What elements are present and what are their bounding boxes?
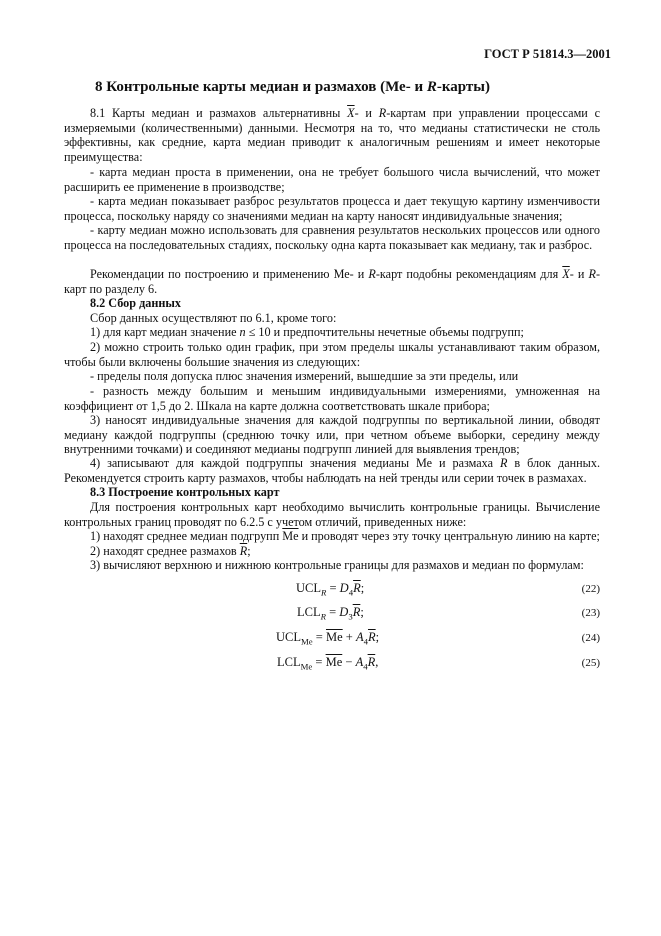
limits-item-3: 3) вычисляют верхнюю и нижнюю контрольные границы для размахов и медиан по формулам: [90,558,584,572]
control-limits-intro: Для построения контрольных карт необходимо вычислить контрольные границы. Вычисление контрольных границ проводят по 6.2.5 с учетом отличий, приведенных ниже: [64,500,600,529]
subsection-8-2-title: 8.2 Сбор данных [90,296,181,310]
paragraph-8-1: 8.1 Карты медиан и размахов альтернативны $\overline{X}-$ и R-картам при управлении процессами с измеряемыми (количественными) данными. Несмотря на то, что медианы статистически не столь эффективны, как средние, карта медиан приводит к аналогичным решениям и имеет некоторые преимущества: [64,106,601,164]
advantage-3: - карту медиан можно использовать для сравнения результатов нескольких процессов или одного процесса на последовательных стадиях, поскольку одна карта показывает как медиану, так и разброс. [64,223,600,252]
advantage-2: - карта медиан показывает разброс результатов процесса и дает текущую картину изменчивости процесса, поскольку наряду со значениями медиан на карту наносят индивидуальные значения; [64,194,600,223]
equation-23: $LCL_R = D_3\overline{R}$; [297,605,364,622]
section-title: 8 Контрольные карты медиан и размахов (Ме- и R-карты) [95,79,490,95]
data-item-1: 1) для карт медиан значение n ≤ 10 и предпочтительны нечетные объемы подгрупп; [90,325,524,339]
subsection-8-3-title: 8.3 Построение контрольных карт [90,485,280,499]
limits-item-2: 2) находят среднее размахов $\overline{R}$; [90,544,251,558]
data-collection-intro: Сбор данных осуществляют по 6.1, кроме того: [90,311,337,325]
data-item-2: 2) можно строить только один график, при этом пределы шкалы устанавливают таким образом, чтобы были включены большие значения из следующих: [64,340,600,369]
equation-number-22: (22) [581,583,600,595]
data-item-2-b: - разность между большим и меньшим индивидуальными измерениями, умноженная на коэффициент от 1,5 до 2. Шкала на карте должна соответствовать шкале прибора; [64,384,600,413]
equation-25: $LCL_{Me} = \overline{Me} - A_4\overline{R}$, [277,655,379,672]
data-item-2-a: - пределы поля допуска плюс значения измерений, вышедшие за эти пределы, или [90,369,519,383]
standard-header: ГОСТ Р 51814.3—2001 [484,47,611,61]
data-item-3: 3) наносят индивидуальные значения для каждой подгруппы по вертикальной линии, обводят медиану каждой подгруппы (среднюю точку или, при четном объеме выборки, середину между внутренними точками) и соединяют медианы подгрупп линией для выявления трендов; [64,413,600,457]
equation-22: $UCL_R = D_4\overline{R}$; [296,581,365,598]
equation-number-24: (24) [581,632,600,644]
limits-item-1: 1) находят среднее медиан подгрупп $\overline{Me}$ и проводят через эту точку центральную линию на карте; [90,529,600,543]
advantage-1: - карта медиан проста в применении, она не требует большого числа вычислений, что может расширить ее применение в производстве; [64,165,600,194]
equation-number-23: (23) [581,607,600,619]
data-item-4: 4) записывают для каждой подгруппы значения медианы Ме и размаха R в блок данных. Рекомендуется строить карту размахов, чтобы наблюдать на ней тренды или серии точек в размахах. [64,456,600,485]
equation-24: $UCL_{Me} = \overline{Me} + A_4\overline{R}$; [276,630,380,647]
equation-number-25: (25) [581,657,600,669]
recommendations-paragraph: Рекомендации по построению и применению Ме- и R-карт подобны рекомендациям для $\overline{X}-$ и R-карт по разделу 6. [64,267,600,296]
